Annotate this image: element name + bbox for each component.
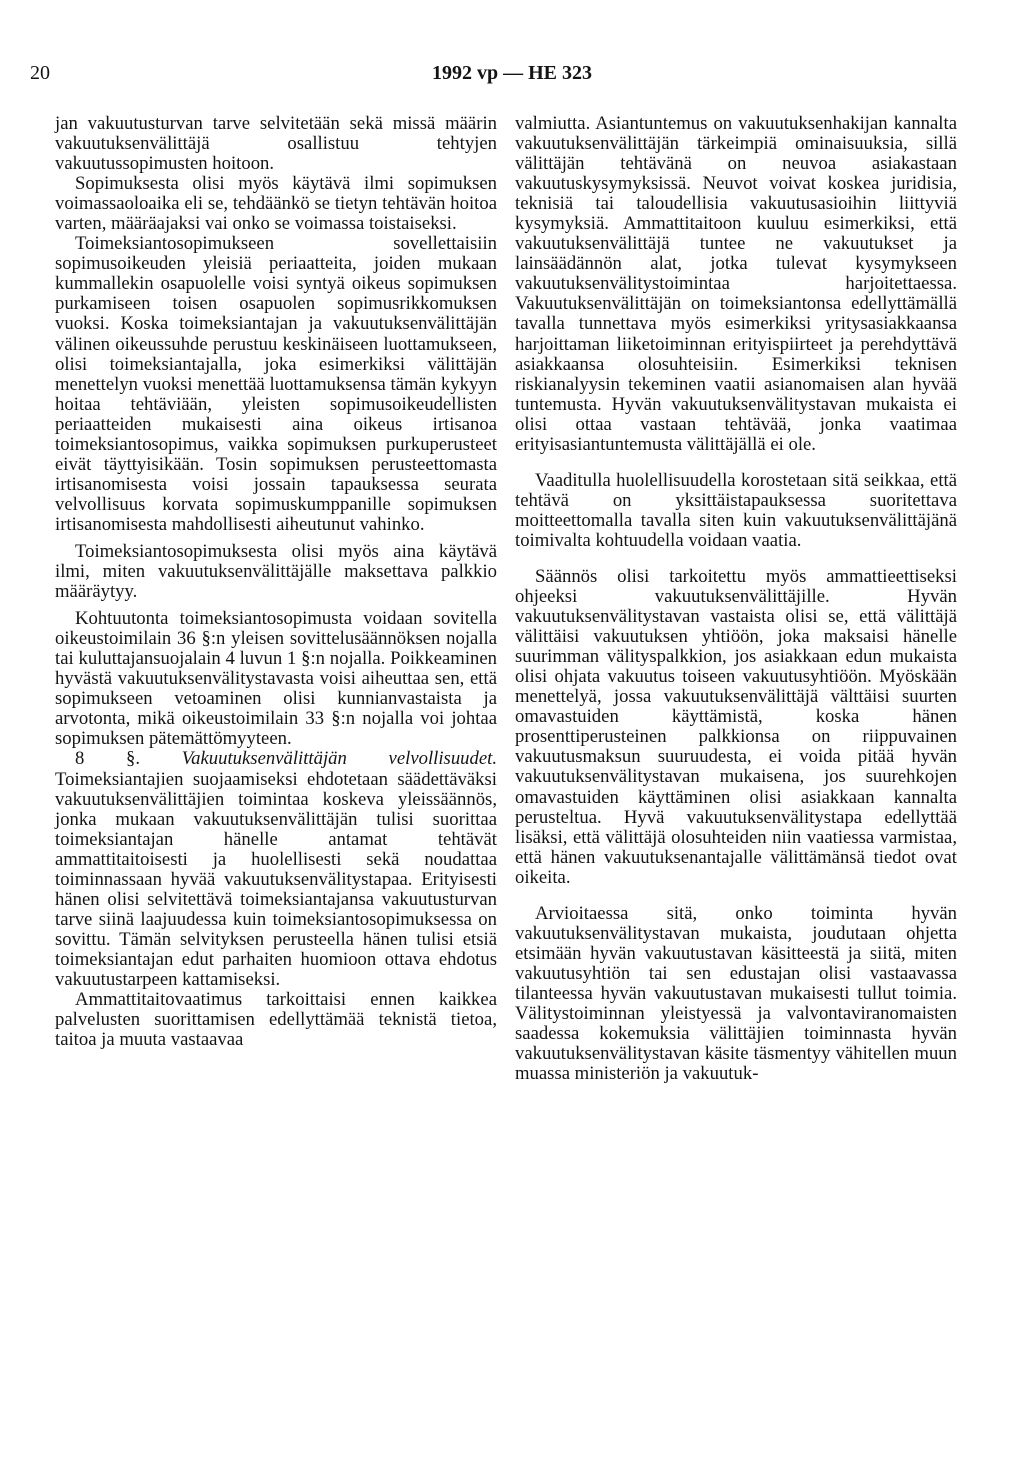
paragraph: Kohtuutonta toimeksiantosopimusta voidaan sovitella oikeustoimilain 36 §:n yleisen sovittelusäännöksen nojalla tai kuluttajansuojalain 4 luvun 1 §:n nojalla. Poikkeaminen hyvästä vakuutuksenvälitystavasta voisi aiheuttaa sen, että sopimukseen vetoaminen olisi kunnianvastaista ja arvotonta, mikä oikeustoimilain 33 §:n nojalla voi johtaa sopimuksen pätemättömyyteen.	[55, 608, 497, 750]
paragraph: Sopimuksesta olisi myös käytävä ilmi sopimuksen voimassaoloaika eli se, tehdäänkö se tietyn tehtävän hoitoa varten, määräajaksi vai onko se voimassa toistaiseksi.	[55, 173, 497, 235]
paragraph: Toimeksiantosopimuksesta olisi myös aina käytävä ilmi, miten vakuutuksenvälittäjälle maksettava palkkio määräytyy.	[55, 540, 497, 603]
page-number: 20	[30, 62, 50, 84]
running-title: 1992 vp — HE 323	[431, 62, 593, 84]
section-paragraph	[55, 749, 497, 990]
paragraph: jan vakuutusturvan tarve selvitetään sekä missä määrin vakuutuksenvälittäjä osallistuu tehtyjen vakuutussopimusten hoitoon.	[55, 113, 497, 175]
paragraph: Vaaditulla huolellisuudella korostetaan sitä seikkaa, että tehtävä on yksittäistapauksessa suoritettava moitteettomalla tavalla siten kuin vakuutuksenvälittäjänä toimivalta kohtuudella voidaan vaatia.	[515, 469, 957, 551]
paragraph: Arvioitaessa sitä, onko toiminta hyvän vakuutuksenvälitystavan mukaista, joudutaan ohjetta etsimään hyvän vakuutustavan käsitteestä ja siitä, miten vakuutusyhtiön tai sen edustajan olisi vastaavassa tilanteessa hyvän vakuutustavan mukaisesti tullut toimia. Välitystoiminnan yleistyessä ja valvontaviranomaisten saadessa kokemuksia välittäjien toiminnasta hyvän vakuutuksenvälitystavan käsite täsmentyy vähitellen muun muassa ministeriön ja vakuutuk-	[515, 902, 957, 1085]
section-heading: Vakuutuksenvälittäjän velvollisuudet.	[181, 748, 498, 770]
paragraph: valmiutta. Asiantuntemus on vakuutuksenhakijan kannalta vakuutuksenvälittäjän tärkeimpiä ominaisuuksia, sillä välittäjän tehtävänä on neuvoa asiakastaan vakuutuskysymyksissä. Neuvot voivat koskea juridisia, teknisiä tai taloudellisia vakuutusasioihin liittyviä kysymyksiä. Ammattitaitoon kuuluu esimerkiksi, että vakuutuksenvälittäjä tuntee ne vakuutukset ja lainsäädännön alat, jotka tulevat kysymykseen vakuutuksenvälitystoimintaa harjoitettaessa. Vakuutuksenvälittäjän on toimeksiantonsa edellyttämällä tavalla tunnettava myös esimerkiksi yritysasiakkaansa harjoittaman liiketoiminnan erityispiirteet ja perehdyttävä asiakkaansa olosuhteisiin. Esimerkiksi teknisen riskianalyysin tekeminen vaatii asianomaisen alan hyvää tuntemusta. Hyvän vakuutuksenvälitystavan mukaista ei olisi ottaa vastaan tehtävää, jonka vaatimaa erityisasiantuntemusta välittäjällä ei ole.	[515, 113, 957, 455]
page-header	[0, 62, 1024, 88]
section-number: 8 §.	[75, 748, 182, 770]
paragraph: Ammattitaitovaatimus tarkoittaisi ennen kaikkea palvelusten suorittamisen edellyttämää teknistä tietoa, taitoa ja muuta vastaavaa	[55, 989, 497, 1051]
left-column	[55, 114, 497, 1050]
section-body: Toimeksiantajien suojaamiseksi ehdotetaan säädettäväksi vakuutuksenvälittäjien toimintaa koskeva yleissäännös, jonka mukaan vakuutuksenvälittäjän tulisi suorittaa toimeksiantajan hänelle antamat tehtävät ammattitaitoisesti ja huolellisesti sekä noudattaa toiminnassaan hyvää vakuutuksenvälitystapaa. Erityisesti hänen olisi selvitettävä toimeksiantajansa vakuutusturvan tarve siinä laajuudessa kuin toimeksiantosopimuksessa on sovittu. Tämän selvityksen perusteella hänen tulisi etsiä toimeksiantajan edut parhaiten huomioon ottava ehdotus vakuutustarpeen kattamiseksi.	[55, 768, 497, 990]
right-column	[515, 114, 957, 1084]
paragraph: Toimeksiantosopimukseen sovellettaisiin sopimusoikeuden yleisiä periaatteita, joiden mukaan kummallekin osapuolelle voisi syntyä oikeus sopimuksen purkamiseen toisen osapuolen sopimusrikkomuksen vuoksi. Koska toimeksiantajan ja vakuutuksenvälittäjän välinen oikeussuhde perustuu keskinäiseen luottamukseen, olisi toimeksiantajalla, joka esimerkiksi välittäjän menettelyn vuoksi menettää luottamuksensa tämän kykyyn hoitaa tehtäviään, yleisten sopimusoikeudellisten periaatteiden mukaisesti aina oikeus irtisanoa toimeksiantosopimus, vaikka sopimuksen purkuperusteet eivät täyttyisikään. Tosin sopimuksen perusteettomasta irtisanomisesta voisi jossain tapauksessa seurata velvollisuus korvata sopimuskumppanille sopimuksen irtisanomisesta mahdollisesti aiheutunut vahinko.	[55, 233, 497, 535]
paragraph: Säännös olisi tarkoitettu myös ammattieettiseksi ohjeeksi vakuutuksenvälittäjille. Hyvän vakuutuksenvälitystavan vastaista olisi se, että välittäjä välittäisi vakuutuksen yhtiöön, joka maksaisi hänelle suurimman välityspalkkion, jos asiakkaan edun mukaista olisi ohjata vakuutus toiseen vakuutusyhtiöön. Myöskään menettelyä, jossa vakuutuksenvälittäjä välttäisi suurten omavastuiden käyttämistä, koska hänen prosenttiperusteinen palkkionsa on riippuvainen vakuutusmaksun suuruudesta, ei voida pitää hyvän vakuutuksenvälitystavan mukaisena, jos suurehkojen omavastuiden käyttäminen olisi asiakkaan kannalta perusteltua. Hyvä vakuutuksenvälitystapa edellyttää lisäksi, että välittäjä olosuhteiden niin vaatiessa varmistaa, että hänen vakuutuksenantajalle välittämänsä tiedot ovat oikeita.	[515, 565, 957, 888]
